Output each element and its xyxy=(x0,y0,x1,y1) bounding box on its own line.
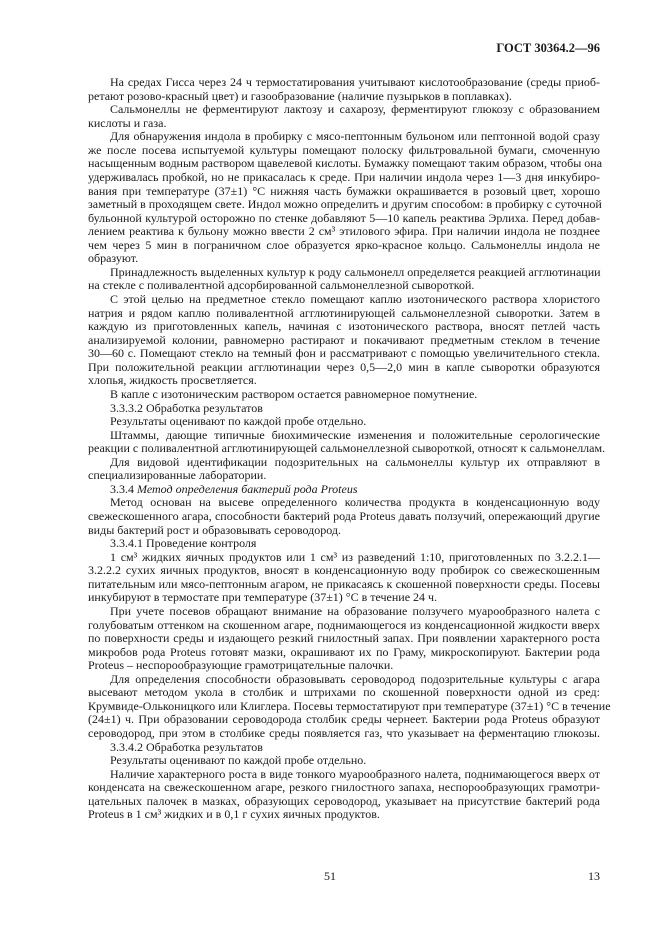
text-line: лением реактива к бульону можно ввести 2 см³ этилового эфира. При наличии индола не позднее xyxy=(88,224,600,239)
text-line: удерживалась пробкой, но не прикасалась к среде. При наличии индола через 1—3 дня инкубиро- xyxy=(88,169,600,184)
text-line: высевают методом укола в столбик и штрихами по скошенной поверхности одной из сред: xyxy=(88,685,600,700)
text-line: образуют. xyxy=(88,251,139,266)
text-line: 1 см³ жидких яичных продуктов или 1 см³ из разведений 1:10, приготовленных по 3.2.2.1— xyxy=(110,549,600,564)
document-body xyxy=(88,75,611,822)
text-line: При положительной реакции агглютинации через 0,5—2,0 мин в капле сыворотки образуются xyxy=(88,359,600,374)
paragraph-control-drop xyxy=(88,388,600,402)
text-line: Метод основан на высеве определенного количества продукта в конденсационную воду xyxy=(110,495,600,510)
text-line: Крумвиде-Ольконицкого или Клиглера. Посевы термостатируют при температуре (37±1) °С в течение xyxy=(88,698,611,713)
text-line: 3.2.2.2 сухих яичных продуктов, вносят в конденсационную воду пробирок со свежескошенным xyxy=(88,563,600,578)
text-line: 30—60 с. Помещают стекло на темный фон и рассматривают с помощью увеличительного стекла. xyxy=(88,346,600,361)
text-line: Результаты оценивают по каждой пробе отдельно. xyxy=(110,414,367,429)
text-line: свежескошенного агара, способности бактерий рода Proteus давать ползучий, опережающий другие xyxy=(88,509,600,523)
section-title: Метод определения бактерий рода Proteus xyxy=(137,481,358,496)
text-line: Сальмонеллы не ферментируют лактозу и сахарозу, ферментируют глюкозу с образованием xyxy=(110,102,600,117)
page-number-center: 51 xyxy=(324,869,336,883)
section-heading-3-3-4-2: 3.3.4.2 Обработка результатов xyxy=(110,739,263,754)
text-line: по поверхности среды и издающего резкий гнилостный запах. При появлении характерного роста xyxy=(88,631,600,646)
paragraph-evaluation-proteus xyxy=(88,754,600,768)
section-number: 3.3.4 xyxy=(110,481,134,496)
text-line: Для определения способности образовывать сероводород подозрительные культуры с агара xyxy=(110,671,600,686)
text-line: С этой целью на предметное стекло помещают каплю изотонического раствора хлористого xyxy=(110,292,600,306)
paragraph-conclusion xyxy=(88,768,600,822)
section-heading-3-3-3-2: 3.3.3.2 Обработка результатов xyxy=(110,400,263,415)
text-line: цательных палочек в мазках, образующих сероводород, указывает на присутствие бактерий рода xyxy=(88,793,600,808)
text-line: Результаты оценивают по каждой пробе отдельно. xyxy=(110,753,367,768)
text-line: реакции с поливалентной агглютинирующей сальмонеллезной сывороткой, относят к сальмонеллам. xyxy=(88,441,606,456)
text-line: (24±1) ч. При образовании сероводорода столбик среды чернеет. Бактерии рода Proteus образуют xyxy=(88,712,600,727)
paragraph-growth-observation xyxy=(88,605,600,673)
paragraph-agglutination xyxy=(88,266,600,293)
text-line: насыщенным водным раствором щавелевой кислоты. Бумажку помещают таким образом, чтобы она xyxy=(88,156,603,171)
paragraph-salmonella-fermentation xyxy=(88,103,600,130)
text-line: специализированные лаборатории. xyxy=(88,468,267,483)
text-line: бульонной культурой осторожно по стенке добавляют 5—10 капель реактива Эрлиха. Перед добав- xyxy=(88,210,600,225)
paragraph-indole-detection xyxy=(88,129,603,266)
text-line: микробов рода Proteus готовят мазки, окрашивают их по Граму, микроскопируют. Бактерии рода xyxy=(88,644,600,659)
section-heading-3-3-4 xyxy=(88,483,600,497)
text-line: чем через 5 мин в пограничном слое образуется ярко-красное кольцо. Сальмонеллы индола не xyxy=(88,237,600,252)
text-line: В капле с изотоническим раствором остается равномерное помутнение. xyxy=(110,386,478,401)
text-line: кислоты и газа. xyxy=(88,115,167,130)
text-line: вания при температуре (37±1) °С нижняя часть бумажки окрашивается в розовый цвет, хорошо xyxy=(88,183,600,198)
paragraph-hydrogen-sulfide xyxy=(88,671,611,741)
text-line: каждую из приготовленных капель, начиная с изотонического раствора, вносят петлей часть xyxy=(88,319,600,334)
text-line: Proteus – неспорообразующие грамотрицательные палочки. xyxy=(88,658,394,673)
text-line: заметный в проходящем свете. Индол можно определить и другим способом: в пробирку с суточной xyxy=(88,197,602,212)
text-line: сероводород, при этом в столбике среды появляется газ, что указывает на ферментацию глюкозы. xyxy=(88,726,600,740)
paragraph-evaluation-salmonella xyxy=(88,415,600,429)
standard-code-header: ГОСТ 30364.2—96 xyxy=(496,41,600,55)
text-line: голубоватым оттенком на скошенном агаре, поднимающегося из конденсационной жидкости вверх xyxy=(88,617,600,632)
text-line: На средах Гисса через 24 ч термостатирования учитывают кислотообразование (среды приоб- xyxy=(110,75,600,89)
text-line: на стекле с поливалентной адсорбированной сальмонеллезной сывороткой. xyxy=(88,278,475,293)
text-line: Штаммы, дающие типичные биохимические изменения и положительные серологические xyxy=(110,427,600,442)
text-line: Наличие характерного роста в виде тонкого муарообразного налета, поднимающегося вверх от xyxy=(110,766,600,781)
text-line: Для видовой идентификации подозрительных на сальмонеллы культур их отправляют в xyxy=(110,454,600,469)
text-line: питательным или мясо-пептонным агаром, не прикасаясь к скошенной поверхности среды. Посевы xyxy=(88,576,600,591)
paragraph-sampling-procedure xyxy=(88,551,600,605)
paragraph-giss-media xyxy=(88,76,600,103)
paragraph-strains xyxy=(88,427,606,456)
text-line: При учете посевов обращают внимание на образование ползучего муарообразного налета с xyxy=(110,603,600,618)
text-line: виды бактерий рост и образовывать сероводород. xyxy=(88,522,342,537)
text-line: Proteus в 1 см³ жидких и в 0,1 г сухих яичных продуктов. xyxy=(88,807,380,822)
section-heading-3-3-4-1: 3.3.4.1 Проведение контроля xyxy=(110,536,257,551)
page-number-right: 13 xyxy=(588,869,600,883)
paragraph-species-identification xyxy=(88,456,600,483)
text-line: ретают розово-красный цвет) и газообразование (наличие пузырьков в поплавках). xyxy=(88,88,512,103)
text-line: анализируемой колонии, равномерно растирают и покачивают предметным стеклом в течение xyxy=(88,332,600,347)
text-line: конденсата на свежескошенном агаре, резкого гнилостного запаха, неспорообразующих грамотри- xyxy=(88,780,600,795)
paragraph-proteus-method xyxy=(88,496,600,537)
text-line: Для обнаружения индола в пробирку с мясо-пептонным бульоном или пептонной водой сразу xyxy=(110,129,600,144)
text-line: натрия и рядом каплю поливалентной агглютинирующей сальмонеллезной сыворотки. Затем в xyxy=(88,305,600,320)
text-line: инкубируют в термостате при температуре (37±1) °С в течение 24 ч. xyxy=(88,590,438,605)
paragraph-agglutination-method xyxy=(88,293,600,388)
text-line: хлопья, жидкость просветляется. xyxy=(88,373,257,388)
text-line: Принадлежность выделенных культур к роду сальмонелл определяется реакцией агглютинации xyxy=(110,264,601,279)
text-line: же после посева испытуемой культуры помещают полоску фильтровальной бумаги, смоченную xyxy=(88,142,600,157)
